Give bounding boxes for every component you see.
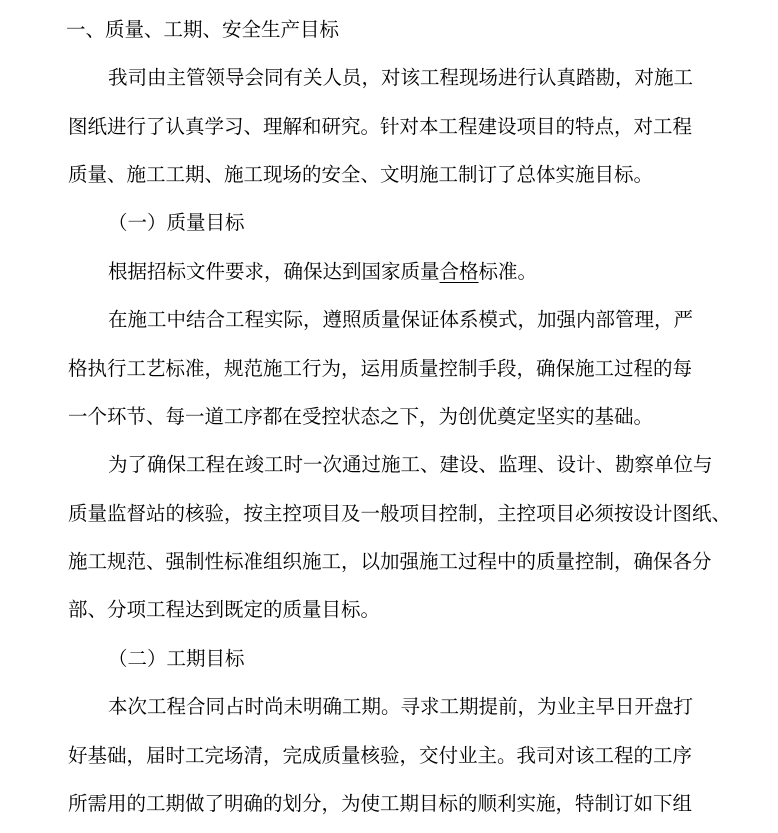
text-segment: 标准。 <box>478 260 538 283</box>
paragraph-line: 一个环节、每一道工序都在受控状态之下，为创优奠定坚实的基础。 <box>68 405 654 428</box>
subsection-heading: （一）质量目标 <box>108 211 245 234</box>
paragraph-line: 部、分项工程达到既定的质量目标。 <box>68 598 381 621</box>
paragraph-line: 好基础，届时工完场清，完成质量核验，交付业主。我司对该工程的工序 <box>68 744 693 767</box>
paragraph-line: 为了确保工程在竣工时一次通过施工、建设、监理、设计、勘察单位与 <box>108 453 713 476</box>
subsection-heading: （二）工期目标 <box>108 647 245 670</box>
paragraph-line: 格执行工艺标准，规范施工行为，运用质量控制手段，确保施工过程的每 <box>68 357 693 380</box>
paragraph-line: 所需用的工期做了明确的划分，为使工期目标的顺利实施，特制订如下组 <box>68 792 693 815</box>
paragraph-line: 施工规范、强制性标准组织施工，以加强施工过程中的质量控制，确保各分 <box>68 550 712 573</box>
section-heading: 一、质量、工期、安全生产目标 <box>66 18 340 41</box>
paragraph-line: 本次工程合同占时尚未明确工期。寻求工期提前，为业主早日开盘打 <box>108 695 694 718</box>
paragraph-line: 图纸进行了认真学习、理解和研究。针对本工程建设项目的特点，对工程 <box>68 115 693 138</box>
text-segment: 根据招标文件要求，确保达到国家质量 <box>108 260 440 283</box>
paragraph-line: 质量、施工工期、施工现场的安全、文明施工制订了总体实施目标。 <box>68 163 654 186</box>
paragraph-line: 在施工中结合工程实际，遵照质量保证体系模式，加强内部管理，严 <box>108 308 694 331</box>
paragraph-line: 我司由主管领导会同有关人员，对该工程现场进行认真踏勘，对施工 <box>108 66 694 89</box>
underlined-text: 合格 <box>439 260 479 283</box>
paragraph-line: 质量监督站的核验，按主控项目及一般项目控制，主控项目必须按设计图纸、 <box>68 502 732 525</box>
paragraph-line <box>108 259 537 285</box>
